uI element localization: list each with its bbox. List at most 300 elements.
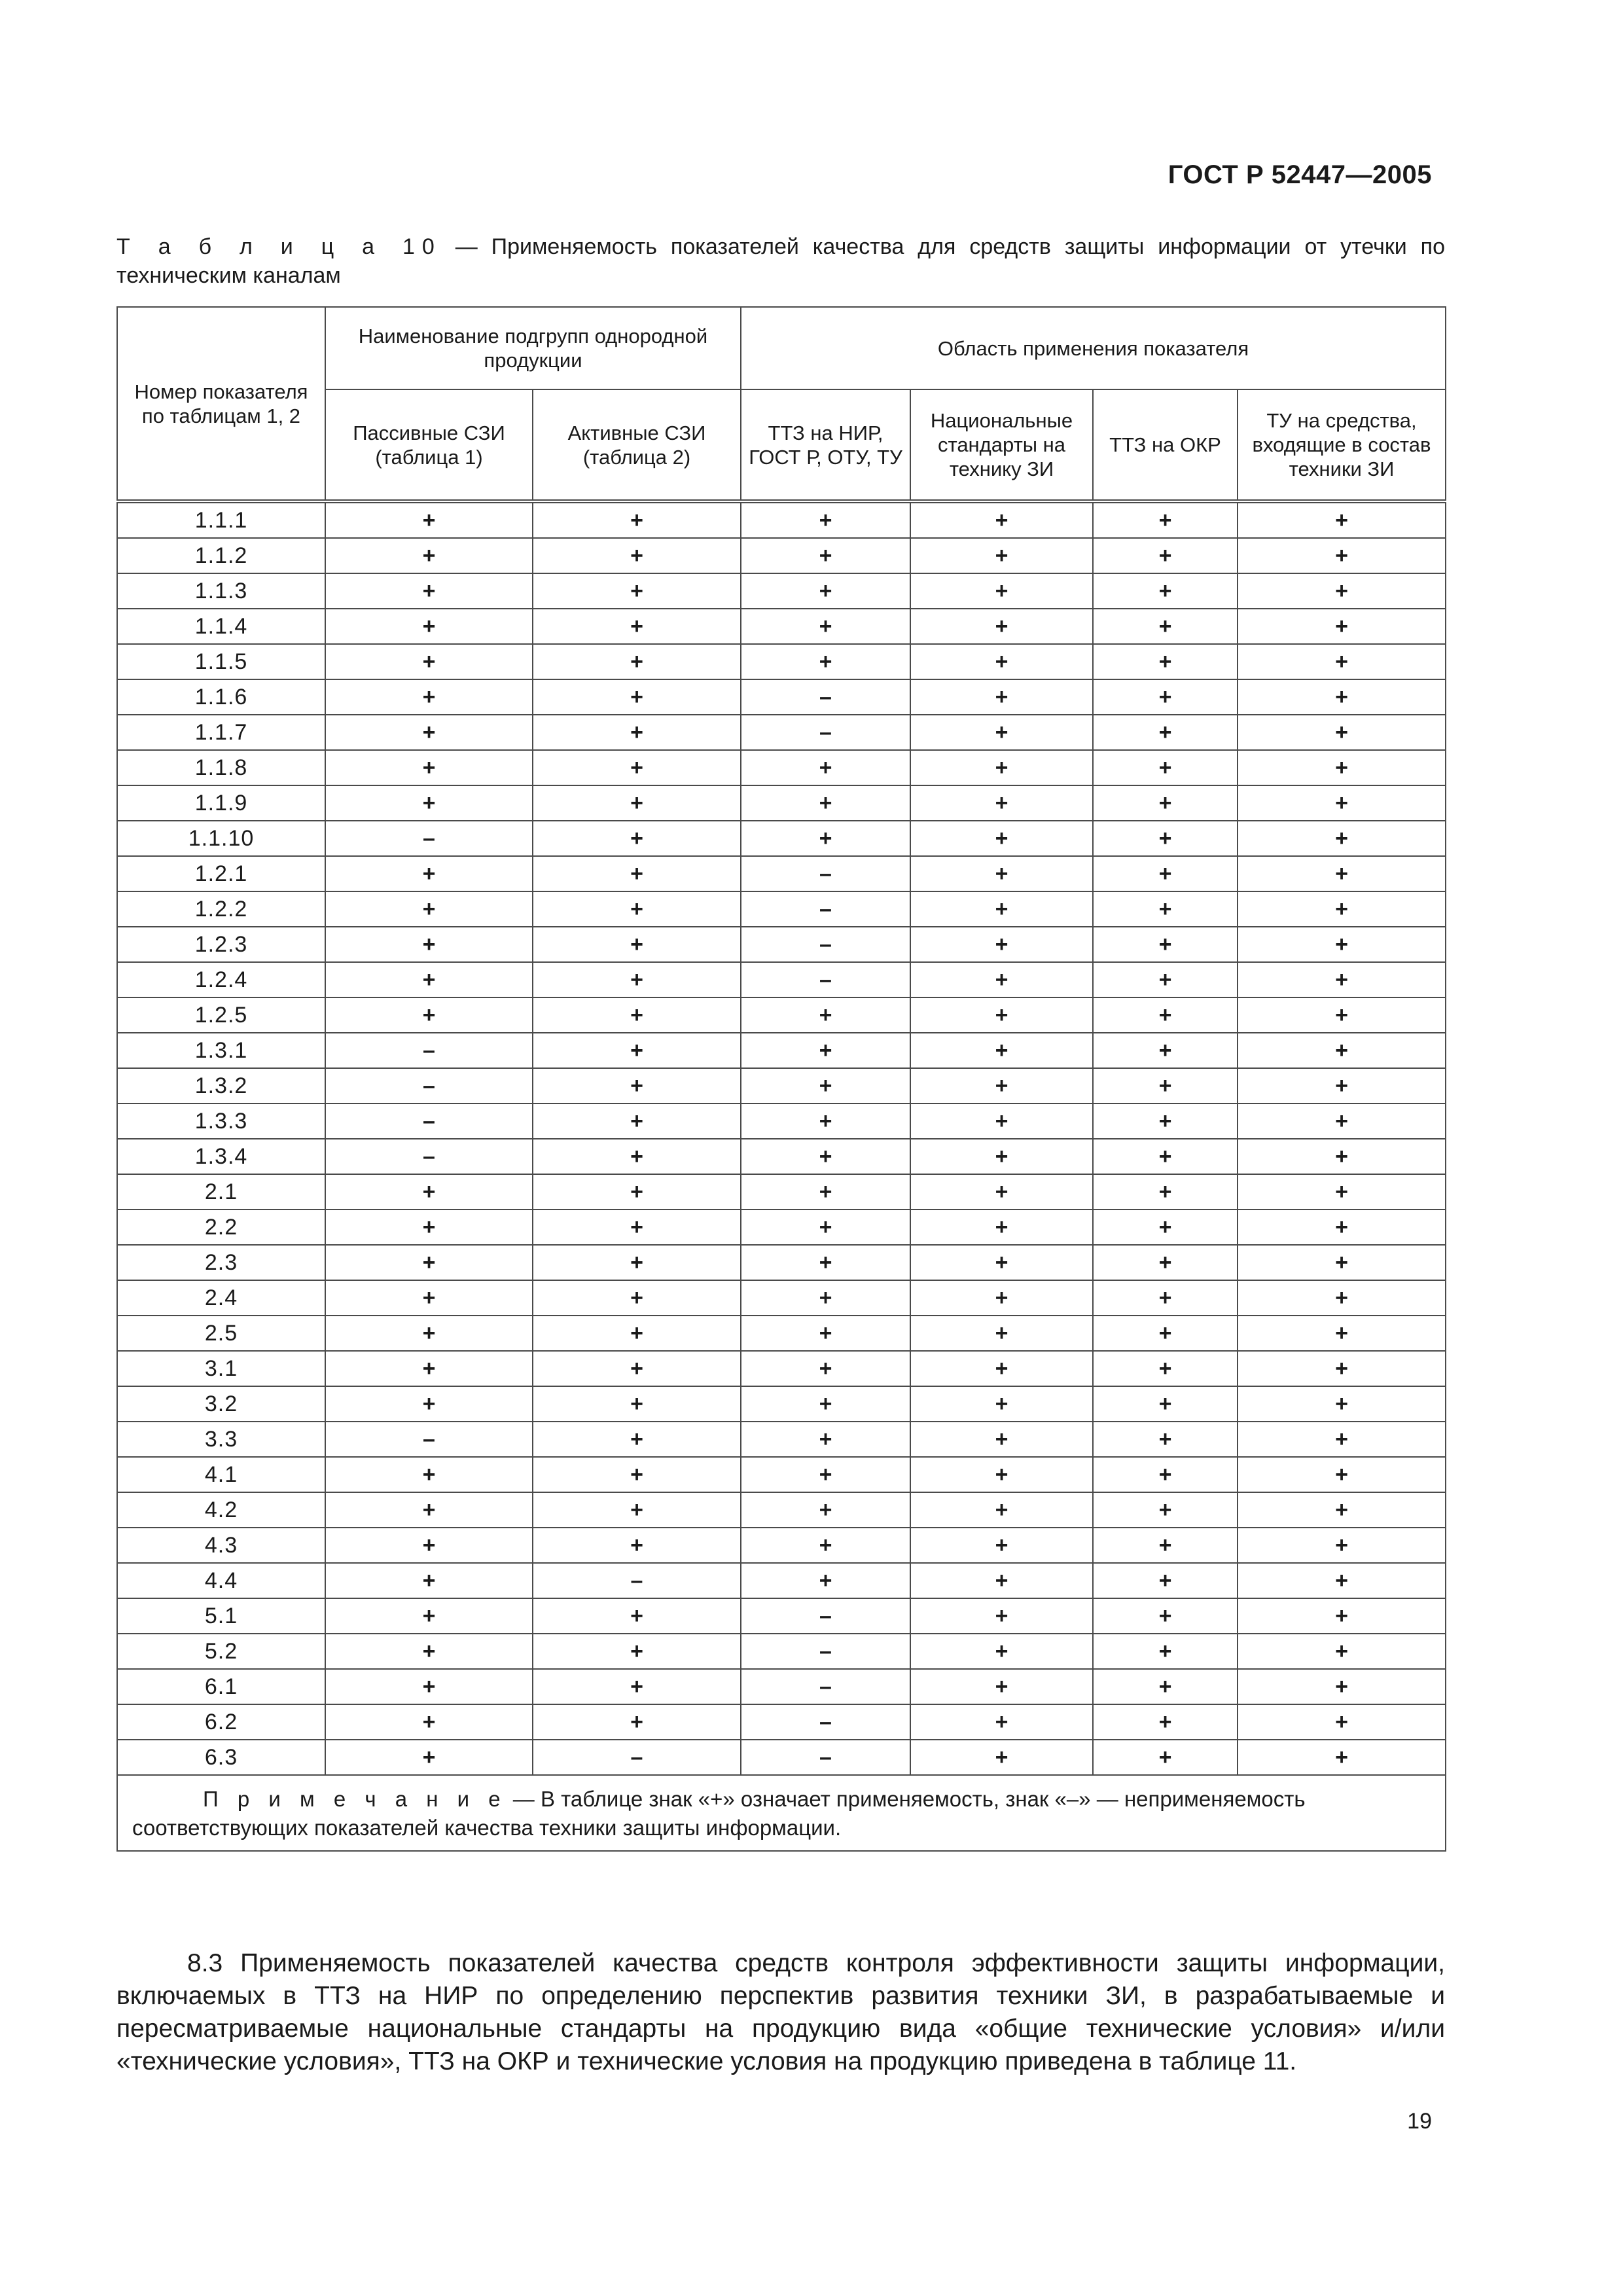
table-row [117, 1386, 1446, 1422]
table-row [117, 962, 1446, 997]
indicator-number-cell: 5.2 [117, 1634, 325, 1669]
applicability-cell: + [1093, 609, 1238, 644]
applicability-cell: + [533, 962, 741, 997]
applicability-cell: + [910, 1669, 1093, 1704]
applicability-cell: + [1093, 644, 1238, 679]
indicator-number-cell: 2.4 [117, 1280, 325, 1316]
applicability-cell: + [910, 962, 1093, 997]
applicability-cell: + [1238, 856, 1446, 891]
applicability-cell: + [1238, 962, 1446, 997]
table-row [117, 644, 1446, 679]
applicability-cell: + [1238, 1492, 1446, 1528]
applicability-cell: + [1238, 1033, 1446, 1068]
applicability-cell: + [325, 891, 533, 927]
applicability-cell: + [325, 1316, 533, 1351]
applicability-cell: + [325, 962, 533, 997]
indicator-number-cell: 1.1.8 [117, 750, 325, 785]
applicability-cell: + [1093, 785, 1238, 821]
indicator-number-cell: 2.2 [117, 1210, 325, 1245]
applicability-cell: + [910, 609, 1093, 644]
applicability-cell: + [1238, 715, 1446, 750]
applicability-cell: + [533, 1528, 741, 1563]
applicability-cell: + [325, 1245, 533, 1280]
applicability-cell: + [325, 679, 533, 715]
applicability-cell: + [533, 501, 741, 538]
applicability-cell: + [533, 1386, 741, 1422]
table-row [117, 679, 1446, 715]
applicability-cell: + [741, 1210, 910, 1245]
applicability-cell: + [533, 538, 741, 573]
applicability-cell: + [533, 821, 741, 856]
indicator-number-cell: 2.1 [117, 1174, 325, 1210]
applicability-cell: + [533, 715, 741, 750]
table-header [117, 307, 1446, 501]
applicability-cell: + [1238, 1634, 1446, 1669]
indicator-number-cell: 1.3.1 [117, 1033, 325, 1068]
applicability-cell: + [1238, 1245, 1446, 1280]
applicability-cell: + [910, 1033, 1093, 1068]
applicability-cell: + [533, 1103, 741, 1139]
applicability-cell: – [325, 1422, 533, 1457]
column-header-passive: Пассивные СЗИ (таблица 1) [325, 389, 533, 501]
applicability-cell: – [533, 1740, 741, 1775]
applicability-cell: + [741, 609, 910, 644]
applicability-cell: – [741, 927, 910, 962]
applicability-cell: + [1238, 1316, 1446, 1351]
table-row [117, 538, 1446, 573]
indicator-number-cell: 1.2.1 [117, 856, 325, 891]
applicability-cell: + [325, 609, 533, 644]
applicability-cell: + [741, 1033, 910, 1068]
applicability-cell: + [910, 997, 1093, 1033]
applicability-cell: + [1238, 573, 1446, 609]
indicator-number-cell: 2.3 [117, 1245, 325, 1280]
applicability-cell: + [910, 1068, 1093, 1103]
applicability-cell: + [910, 856, 1093, 891]
indicator-number-cell: 3.2 [117, 1386, 325, 1422]
applicability-cell: – [325, 821, 533, 856]
table-row [117, 573, 1446, 609]
table-caption [116, 232, 1445, 290]
applicability-cell: + [325, 1351, 533, 1386]
applicability-cell: + [741, 1316, 910, 1351]
applicability-cell: + [1238, 1528, 1446, 1563]
applicability-cell: + [910, 1422, 1093, 1457]
applicability-cell: + [325, 538, 533, 573]
table-caption-text: — Применяемость показателей качества для средств защиты информации от утечки по техническим каналам [116, 234, 1445, 288]
applicability-cell: – [325, 1033, 533, 1068]
applicability-cell: + [1093, 1174, 1238, 1210]
indicator-number-cell: 1.1.4 [117, 609, 325, 644]
table-body [117, 501, 1446, 1775]
applicability-cell: + [1093, 1245, 1238, 1280]
applicability-cell: + [1093, 1386, 1238, 1422]
applicability-cell: + [741, 573, 910, 609]
table-row [117, 1422, 1446, 1457]
applicability-cell: + [910, 1563, 1093, 1598]
indicator-number-cell: 3.1 [117, 1351, 325, 1386]
table-row [117, 821, 1446, 856]
table-row [117, 501, 1446, 538]
applicability-cell: + [910, 1316, 1093, 1351]
applicability-cell: + [1238, 821, 1446, 856]
applicability-cell: – [741, 1704, 910, 1740]
applicability-cell: + [533, 1492, 741, 1528]
table-row [117, 1740, 1446, 1775]
applicability-cell: + [1093, 1634, 1238, 1669]
applicability-cell: – [741, 962, 910, 997]
applicability-cell: + [1093, 997, 1238, 1033]
applicability-cell: – [533, 1563, 741, 1598]
indicator-number-cell: 1.3.3 [117, 1103, 325, 1139]
applicability-cell: + [910, 1704, 1093, 1740]
applicability-cell: + [325, 1492, 533, 1528]
applicability-cell: + [325, 750, 533, 785]
applicability-cell: – [741, 891, 910, 927]
table-caption-label: Т а б л и ц а 10 [116, 234, 442, 259]
applicability-cell: + [1093, 1528, 1238, 1563]
applicability-cell: + [910, 1210, 1093, 1245]
indicator-number-cell: 4.4 [117, 1563, 325, 1598]
group-header-scope: Область применения показателя [741, 307, 1446, 389]
applicability-cell: + [533, 679, 741, 715]
applicability-cell: + [1238, 644, 1446, 679]
applicability-cell: + [1093, 1563, 1238, 1598]
applicability-cell: + [1238, 785, 1446, 821]
applicability-cell: – [741, 715, 910, 750]
applicability-cell: – [741, 1598, 910, 1634]
applicability-cell: + [533, 856, 741, 891]
applicability-cell: + [910, 1492, 1093, 1528]
applicability-cell: + [1238, 1103, 1446, 1139]
applicability-cell: + [741, 1139, 910, 1174]
applicability-cell: + [1238, 1068, 1446, 1103]
applicability-cell: + [533, 1704, 741, 1740]
applicability-cell: + [910, 644, 1093, 679]
applicability-cell: + [1238, 679, 1446, 715]
applicability-cell: + [533, 1139, 741, 1174]
indicator-number-cell: 1.1.10 [117, 821, 325, 856]
applicability-cell: + [910, 1174, 1093, 1210]
indicator-number-cell: 1.1.3 [117, 573, 325, 609]
applicability-cell: + [741, 538, 910, 573]
applicability-cell: + [325, 1457, 533, 1492]
indicator-number-cell: 1.1.2 [117, 538, 325, 573]
applicability-cell: + [533, 785, 741, 821]
applicability-cell: + [325, 644, 533, 679]
applicability-cell: + [910, 1386, 1093, 1422]
table-note [117, 1775, 1446, 1851]
applicability-cell: – [325, 1068, 533, 1103]
applicability-cell: + [1093, 1457, 1238, 1492]
applicability-cell: + [1238, 1457, 1446, 1492]
applicability-cell: + [533, 1634, 741, 1669]
applicability-cell: + [910, 573, 1093, 609]
applicability-cell: + [533, 1422, 741, 1457]
applicability-cell: + [533, 997, 741, 1033]
applicability-cell: + [910, 821, 1093, 856]
column-header-ttz-okr: ТТЗ на ОКР [1093, 389, 1238, 501]
table-row [117, 997, 1446, 1033]
applicability-cell: + [910, 927, 1093, 962]
applicability-cell: + [1238, 538, 1446, 573]
indicator-number-cell: 1.3.4 [117, 1139, 325, 1174]
applicability-cell: + [910, 891, 1093, 927]
indicator-number-cell: 2.5 [117, 1316, 325, 1351]
applicability-cell: + [1093, 679, 1238, 715]
indicator-number-cell: 1.1.1 [117, 501, 325, 538]
applicability-cell: + [741, 1068, 910, 1103]
applicability-cell: + [533, 927, 741, 962]
applicability-cell: – [325, 1103, 533, 1139]
indicator-number-cell: 1.1.7 [117, 715, 325, 750]
table-row [117, 715, 1446, 750]
table-row [117, 1351, 1446, 1386]
applicability-cell: + [533, 1351, 741, 1386]
table-row [117, 1033, 1446, 1068]
applicability-cell: + [325, 927, 533, 962]
indicator-number-cell: 1.1.9 [117, 785, 325, 821]
applicability-cell: + [1238, 997, 1446, 1033]
applicability-cell: + [741, 1492, 910, 1528]
table-row [117, 1704, 1446, 1740]
applicability-cell: + [1093, 538, 1238, 573]
indicator-number-cell: 1.2.5 [117, 997, 325, 1033]
applicability-cell: + [910, 1457, 1093, 1492]
applicability-cell: + [325, 1386, 533, 1422]
applicability-cell: + [533, 1245, 741, 1280]
applicability-cell: + [741, 1528, 910, 1563]
applicability-cell: + [533, 644, 741, 679]
applicability-cell: + [533, 750, 741, 785]
indicator-number-cell: 3.3 [117, 1422, 325, 1457]
applicability-cell: + [325, 1210, 533, 1245]
applicability-cell: + [325, 573, 533, 609]
column-header-number: Номер показателя по таблицам 1, 2 [117, 307, 325, 501]
applicability-cell: + [1093, 856, 1238, 891]
applicability-cell: + [325, 1528, 533, 1563]
applicability-cell: + [1093, 715, 1238, 750]
table-row [117, 750, 1446, 785]
applicability-cell: + [910, 538, 1093, 573]
applicability-cell: + [910, 715, 1093, 750]
group-header-subgroups: Наименование подгрупп однородной продукции [325, 307, 741, 389]
applicability-cell: + [1093, 1492, 1238, 1528]
applicability-cell: + [741, 1422, 910, 1457]
applicability-cell: + [325, 1563, 533, 1598]
applicability-cell: + [533, 1457, 741, 1492]
table-note-text: — В таблице знак «+» означает применяемость, знак «–» — неприменяемость соответствующих показателей качества техники защиты информации. [132, 1787, 1306, 1840]
applicability-cell: – [741, 679, 910, 715]
applicability-cell: + [1093, 1280, 1238, 1316]
applicability-cell: + [1093, 1740, 1238, 1775]
applicability-cell: + [533, 1210, 741, 1245]
table-row [117, 1068, 1446, 1103]
applicability-cell: + [1238, 1386, 1446, 1422]
applicability-cell: + [910, 1103, 1093, 1139]
applicability-cell: + [1093, 501, 1238, 538]
indicator-number-cell: 4.3 [117, 1528, 325, 1563]
applicability-cell: + [741, 1174, 910, 1210]
indicator-number-cell: 6.3 [117, 1740, 325, 1775]
applicability-cell: + [1093, 1139, 1238, 1174]
applicability-cell: + [1238, 1422, 1446, 1457]
applicability-cell: + [1093, 962, 1238, 997]
applicability-cell: + [741, 750, 910, 785]
indicator-number-cell: 6.2 [117, 1704, 325, 1740]
table-row [117, 1210, 1446, 1245]
table-row [117, 1598, 1446, 1634]
applicability-cell: + [1238, 1174, 1446, 1210]
applicability-cell: + [1093, 891, 1238, 927]
table-row [117, 1634, 1446, 1669]
applicability-cell: + [910, 1280, 1093, 1316]
indicator-number-cell: 6.1 [117, 1669, 325, 1704]
column-header-national-standards: Национальные стандарты на технику ЗИ [910, 389, 1093, 501]
applicability-cell: – [325, 1139, 533, 1174]
applicability-cell: + [1093, 573, 1238, 609]
applicability-cell: + [741, 785, 910, 821]
applicability-cell: + [910, 1740, 1093, 1775]
applicability-cell: + [741, 1351, 910, 1386]
applicability-cell: + [741, 1103, 910, 1139]
indicator-number-cell: 5.1 [117, 1598, 325, 1634]
applicability-cell: + [533, 1068, 741, 1103]
applicability-cell: + [533, 891, 741, 927]
table-row [117, 1316, 1446, 1351]
applicability-cell: + [533, 609, 741, 644]
document-header: ГОСТ Р 52447—2005 [1168, 160, 1432, 189]
applicability-table [116, 306, 1446, 1852]
applicability-cell: + [325, 1280, 533, 1316]
applicability-cell: + [533, 1033, 741, 1068]
applicability-cell: – [741, 1669, 910, 1704]
applicability-cell: + [325, 1669, 533, 1704]
applicability-cell: – [741, 1740, 910, 1775]
applicability-cell: + [533, 1316, 741, 1351]
applicability-cell: + [1238, 1740, 1446, 1775]
applicability-cell: + [1238, 1139, 1446, 1174]
applicability-cell: + [1238, 1563, 1446, 1598]
indicator-number-cell: 1.2.2 [117, 891, 325, 927]
applicability-cell: + [1093, 1669, 1238, 1704]
applicability-cell: + [741, 1280, 910, 1316]
table-row [117, 927, 1446, 962]
applicability-cell: + [910, 785, 1093, 821]
page-number: 19 [1407, 2109, 1432, 2134]
column-header-ttz-nir: ТТЗ на НИР, ГОСТ Р, ОТУ, ТУ [741, 389, 910, 501]
indicator-number-cell: 1.2.4 [117, 962, 325, 997]
applicability-cell: + [910, 1139, 1093, 1174]
applicability-cell: + [325, 1634, 533, 1669]
table-row [117, 1669, 1446, 1704]
applicability-cell: + [1238, 927, 1446, 962]
applicability-cell: + [1238, 750, 1446, 785]
applicability-cell: + [533, 573, 741, 609]
applicability-cell: + [910, 750, 1093, 785]
table-row [117, 1492, 1446, 1528]
applicability-cell: + [910, 1351, 1093, 1386]
indicator-number-cell: 1.2.3 [117, 927, 325, 962]
indicator-number-cell: 4.2 [117, 1492, 325, 1528]
applicability-cell: + [910, 1245, 1093, 1280]
applicability-cell: + [1238, 609, 1446, 644]
applicability-cell: + [1093, 1068, 1238, 1103]
applicability-cell: + [910, 1598, 1093, 1634]
applicability-cell: + [741, 997, 910, 1033]
indicator-number-cell: 1.1.6 [117, 679, 325, 715]
table-row [117, 1280, 1446, 1316]
applicability-cell: + [1238, 1280, 1446, 1316]
body-paragraph: 8.3 Применяемость показателей качества средств контроля эффективности защиты информации, включаемых в ТТЗ на НИР по определению перспектив развития техники ЗИ, в разрабатываемые и пересматриваемые национальные стандарты на продукцию вида «общие технические условия» и/или «технические условия», ТТЗ на ОКР и технические условия на продукцию приведена в таблице 11. [116, 1949, 1445, 2075]
applicability-cell: + [325, 1704, 533, 1740]
applicability-cell: + [910, 679, 1093, 715]
applicability-cell: + [741, 1386, 910, 1422]
applicability-cell: + [325, 785, 533, 821]
applicability-cell: + [741, 1457, 910, 1492]
applicability-cell: + [533, 1174, 741, 1210]
indicator-number-cell: 4.1 [117, 1457, 325, 1492]
applicability-cell: + [1238, 501, 1446, 538]
applicability-cell: + [1093, 1351, 1238, 1386]
table-row [117, 1174, 1446, 1210]
applicability-cell: + [741, 644, 910, 679]
indicator-number-cell: 1.1.5 [117, 644, 325, 679]
table-note-label: П р и м е ч а н и е [203, 1787, 507, 1811]
applicability-cell: + [325, 1174, 533, 1210]
applicability-cell: + [1238, 1669, 1446, 1704]
applicability-cell: + [910, 1528, 1093, 1563]
table-row [117, 891, 1446, 927]
applicability-cell: + [533, 1598, 741, 1634]
applicability-cell: – [741, 1634, 910, 1669]
applicability-table-container [116, 306, 1445, 1852]
applicability-cell: + [325, 997, 533, 1033]
column-header-active: Активные СЗИ (таблица 2) [533, 389, 741, 501]
table-row [117, 609, 1446, 644]
table-row [117, 1528, 1446, 1563]
table-row [117, 1103, 1446, 1139]
column-header-tu: ТУ на средства, входящие в состав техники ЗИ [1238, 389, 1446, 501]
applicability-cell: + [533, 1669, 741, 1704]
applicability-cell: + [741, 501, 910, 538]
applicability-cell: + [325, 1598, 533, 1634]
applicability-cell: + [325, 501, 533, 538]
applicability-cell: + [1093, 1422, 1238, 1457]
applicability-cell: + [1093, 927, 1238, 962]
applicability-cell: + [1093, 1316, 1238, 1351]
applicability-cell: + [1093, 750, 1238, 785]
table-row [117, 1457, 1446, 1492]
table-row [117, 1245, 1446, 1280]
table-row [117, 856, 1446, 891]
table-row [117, 785, 1446, 821]
applicability-cell: + [910, 1634, 1093, 1669]
applicability-cell: + [741, 1563, 910, 1598]
applicability-cell: + [910, 501, 1093, 538]
applicability-cell: + [1093, 1210, 1238, 1245]
applicability-cell: + [1093, 1598, 1238, 1634]
applicability-cell: + [741, 1245, 910, 1280]
applicability-cell: + [325, 1740, 533, 1775]
applicability-cell: + [325, 856, 533, 891]
applicability-cell: + [1093, 821, 1238, 856]
applicability-cell: + [1093, 1033, 1238, 1068]
table-row [117, 1563, 1446, 1598]
applicability-cell: + [1238, 1598, 1446, 1634]
applicability-cell: + [533, 1280, 741, 1316]
applicability-cell: + [741, 821, 910, 856]
